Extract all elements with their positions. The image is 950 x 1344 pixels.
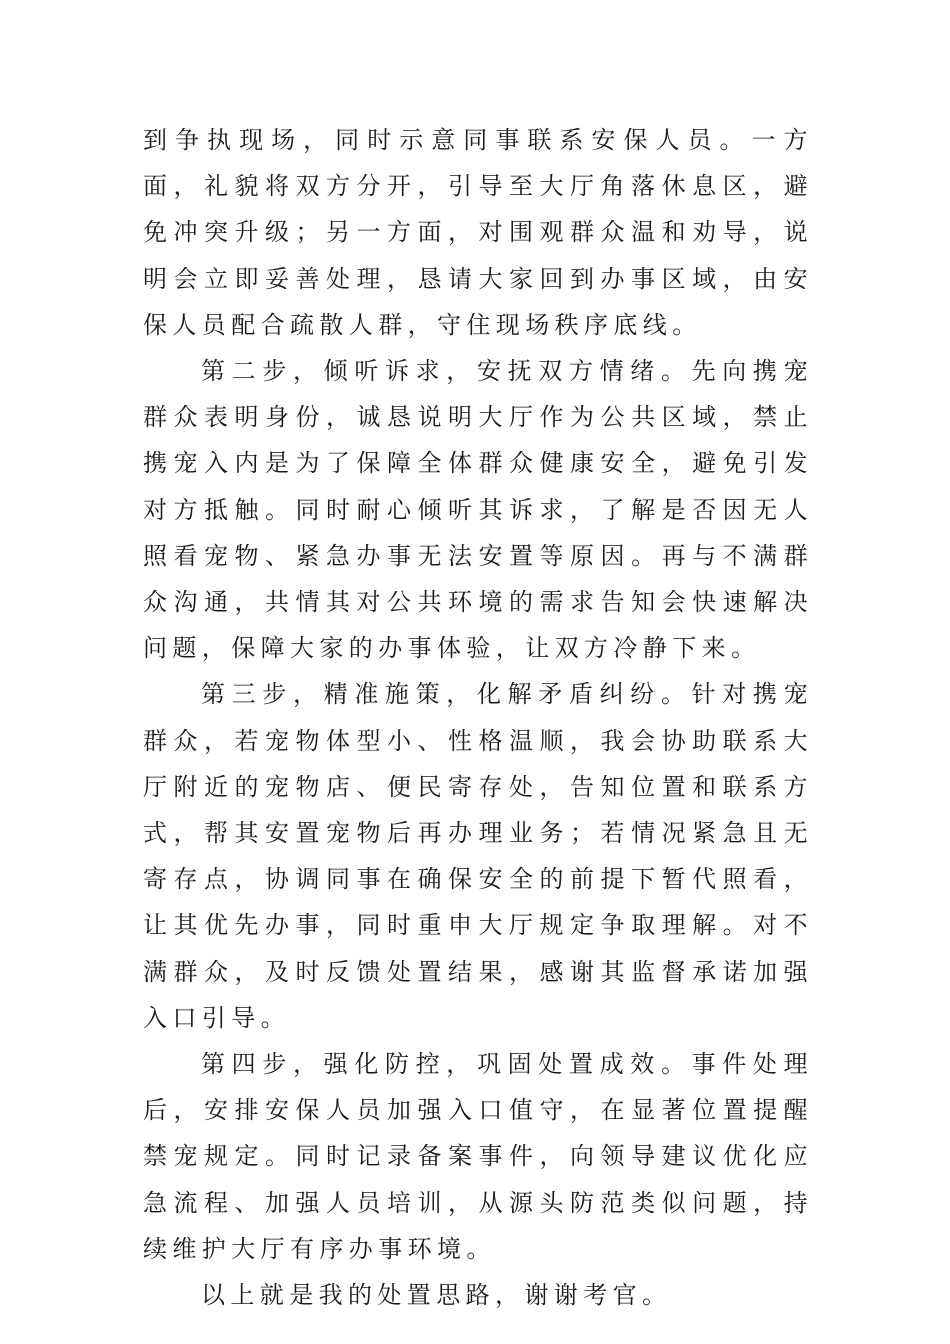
document-body — [143, 117, 813, 1318]
paragraph-step-three: 第三步，精准施策，化解矛盾纠纷。针对携宠群众，若宠物体型小、性格温顺，我会协助联系大厅附近的宠物店、便民寄存处，告知位置和联系方式，帮其安置宠物后再办理业务；若情况紧急且无寄存点，协调同事在确保安全的前提下暂代照看，让其优先办事，同时重申大厅规定争取理解。对不满群众，及时反馈处置结果，感谢其监督承诺加强入口引导。 — [143, 680, 813, 1032]
paragraph-continuation: 到争执现场，同时示意同事联系安保人员。一方面，礼貌将双方分开，引导至大厅角落休息区，避免冲突升级；另一方面，对围观群众温和劝导，说明会立即妥善处理，恳请大家回到办事区域，由安保人员配合疏散人群，守住现场秩序底线。 — [143, 126, 813, 339]
paragraph-step-two: 第二步，倾听诉求，安抚双方情绪。先向携宠群众表明身份，诚恳说明大厅作为公共区域，禁止携宠入内是为了保障全体群众健康安全，避免引发对方抵触。同时耐心倾听其诉求，了解是否因无人照看宠物、紧急办事无法安置等原因。再与不满群众沟通，共情其对公共环境的需求告知会快速解决问题，保障大家的办事体验，让双方冷静下来。 — [143, 357, 813, 663]
paragraph-closing: 以上就是我的处置思路，谢谢考官。 — [201, 1281, 672, 1310]
paragraph-step-four: 第四步，强化防控，巩固处置成效。事件处理后，安排安保人员加强入口值守，在显著位置提醒禁宠规定。同时记录备案事件，向领导建议优化应急流程、加强人员培训，从源头防范类似问题，持续维护大厅有序办事环境。 — [143, 1050, 813, 1263]
